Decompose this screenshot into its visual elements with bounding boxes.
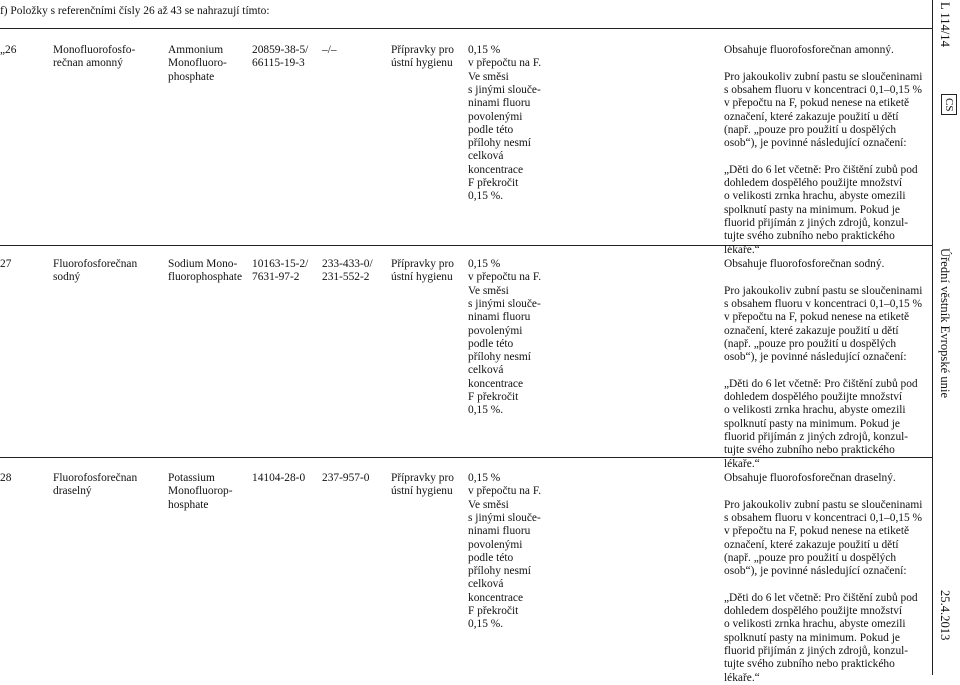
cell-cas-number: 7631-97-2 — [252, 271, 300, 284]
cell-product-type: Přípravky pro — [391, 472, 454, 484]
cell-max-concentration: povolenými — [468, 538, 523, 551]
cell-max-concentration: přílohy nesmí — [468, 351, 531, 364]
cell-warnings: (např. „pouze pro použití u dospělých — [724, 123, 897, 136]
cell-product-type: Přípravky pro — [391, 258, 454, 270]
cell-max-concentration: podle této — [468, 551, 514, 564]
cell-product-type: ústní hygienu — [391, 271, 453, 284]
cell-warnings: dohledem dospělého použijte množství — [724, 605, 903, 617]
cell-max-concentration: ninami fluoru — [468, 97, 531, 110]
cell-warnings: v přepočtu na F, pokud nenese na etiketě — [724, 311, 910, 324]
cell-cas-number: 20859-38-5/ — [252, 44, 309, 56]
cell-warnings: lékaře.“ — [724, 671, 760, 684]
cell-inci-name: Potassium — [168, 472, 215, 484]
cell-number: „26 — [0, 44, 17, 56]
publication-date: 25.4.2013 — [938, 590, 952, 641]
cell-max-concentration: 0,15 % — [468, 44, 501, 56]
cell-warnings: s obsahem fluoru v koncentraci 0,1–0,15 % — [724, 297, 923, 310]
cell-inci-name: fluorophosphate — [168, 271, 243, 284]
cell-warnings: osob“), je povinné následující označení: — [724, 137, 907, 150]
cell-warnings: označení, které zakazuje použití u dětí — [724, 324, 899, 337]
cell-warnings: tujte svého zubního nebo praktického — [724, 658, 895, 671]
margin-rule — [932, 0, 933, 675]
cell-substance-name: rečnan amonný — [53, 57, 123, 70]
cell-max-concentration: celková — [468, 150, 504, 163]
cell-max-concentration: ninami fluoru — [468, 311, 531, 324]
cell-warnings: tujte svého zubního nebo praktického — [724, 230, 895, 243]
cell-max-concentration: koncentrace — [468, 377, 524, 390]
cell-inci-name: Ammonium — [168, 44, 224, 56]
top-rule — [0, 28, 932, 29]
cell-warnings: o velikosti zrnka hrachu, abyste omezili — [724, 190, 906, 203]
cell-substance-name: Fluorofosforečnan — [53, 258, 138, 270]
cell-warnings: Obsahuje fluorofosforečnan draselný. — [724, 472, 896, 484]
cell-max-concentration: F překročit — [468, 391, 519, 403]
cell-max-concentration: Ve směsi — [468, 498, 509, 511]
cell-number: 28 — [0, 472, 12, 484]
cell-warnings: tujte svého zubního nebo praktického — [724, 444, 895, 457]
cell-warnings: s obsahem fluoru v koncentraci 0,1–0,15 % — [724, 83, 923, 96]
cell-max-concentration: Ve směsi — [468, 70, 509, 83]
cell-max-concentration: celková — [468, 364, 504, 377]
cell-max-concentration: koncentrace — [468, 591, 524, 604]
cell-warnings: dohledem dospělého použijte množství — [724, 391, 903, 403]
cell-warnings: „Děti do 6 let včetně: Pro čištění zubů pod — [724, 377, 918, 390]
cell-ec-number: –/– — [322, 44, 337, 56]
cell-cas-number: 14104-28-0 — [252, 472, 306, 484]
cell-max-concentration: v přepočtu na F. — [468, 271, 542, 284]
cell-warnings: „Děti do 6 let včetně: Pro čištění zubů pod — [724, 163, 918, 176]
cell-product-type: Přípravky pro — [391, 44, 454, 56]
cell-max-concentration: F překročit — [468, 605, 519, 617]
cell-warnings: spolknutí pasty na minimum. Pokud je — [724, 203, 900, 216]
cell-inci-name: hosphate — [168, 498, 209, 511]
cell-ec-number: 231-552-2 — [322, 271, 370, 284]
cell-inci-name: phosphate — [168, 70, 215, 83]
cell-warnings: Pro jakoukoliv zubní pastu se sloučeninami — [724, 70, 923, 83]
cell-warnings: Pro jakoukoliv zubní pastu se sloučeninami — [724, 498, 923, 511]
cell-max-concentration: přílohy nesmí — [468, 565, 531, 578]
cell-warnings: o velikosti zrnka hrachu, abyste omezili — [724, 618, 906, 631]
journal-title: Úřední věstník Evropské unie — [938, 248, 952, 399]
cell-max-concentration: celková — [468, 578, 504, 591]
cell-substance-name: draselný — [53, 485, 92, 498]
cell-warnings: v přepočtu na F, pokud nenese na etiketě — [724, 525, 910, 538]
cell-warnings: lékaře.“ — [724, 243, 760, 256]
cell-warnings: o velikosti zrnka hrachu, abyste omezili — [724, 404, 906, 417]
cell-max-concentration: 0,15 %. — [468, 618, 504, 631]
cell-max-concentration: povolenými — [468, 324, 523, 337]
cell-max-concentration: povolenými — [468, 110, 523, 123]
cell-max-concentration: ninami fluoru — [468, 525, 531, 538]
cell-max-concentration: 0,15 % — [468, 258, 501, 270]
cell-max-concentration: koncentrace — [468, 163, 524, 176]
cell-warnings: v přepočtu na F, pokud nenese na etiketě — [724, 97, 910, 110]
cell-max-concentration: podle této — [468, 123, 514, 136]
cell-max-concentration: F překročit — [468, 177, 519, 189]
cell-substance-name: sodný — [53, 271, 81, 284]
cell-warnings: s obsahem fluoru v koncentraci 0,1–0,15 % — [724, 511, 923, 524]
cell-warnings: (např. „pouze pro použití u dospělých — [724, 551, 897, 564]
cell-warnings: (např. „pouze pro použití u dospělých — [724, 337, 897, 350]
cell-warnings: osob“), je povinné následující označení: — [724, 565, 907, 578]
cell-product-type: ústní hygienu — [391, 57, 453, 70]
cell-cas-number: 10163-15-2/ — [252, 258, 309, 270]
cell-inci-name: Monofluorop- — [168, 485, 233, 498]
cell-max-concentration: s jinými slouče- — [468, 511, 541, 524]
row-divider — [0, 245, 932, 246]
page-reference: L 114/14 — [938, 2, 952, 47]
cell-max-concentration: v přepočtu na F. — [468, 485, 542, 498]
cell-substance-name: Monofluorofosfo- — [53, 44, 136, 56]
cell-warnings: „Děti do 6 let včetně: Pro čištění zubů pod — [724, 591, 918, 604]
cell-warnings: označení, které zakazuje použití u dětí — [724, 110, 899, 123]
cell-max-concentration: Ve směsi — [468, 284, 509, 297]
cell-number: 27 — [0, 258, 12, 270]
section-heading: f) Položky s referenčními čísly 26 až 43 se nahrazují tímto: — [0, 5, 270, 17]
cell-max-concentration: v přepočtu na F. — [468, 57, 542, 70]
cell-product-type: ústní hygienu — [391, 485, 453, 498]
cell-max-concentration: 0,15 %. — [468, 404, 504, 417]
cell-warnings: Obsahuje fluorofosforečnan sodný. — [724, 258, 885, 270]
cell-ec-number: 233-433-0/ — [322, 258, 373, 270]
cell-ec-number: 237-957-0 — [322, 472, 370, 484]
cell-warnings: označení, které zakazuje použití u dětí — [724, 538, 899, 551]
cell-warnings: spolknutí pasty na minimum. Pokud je — [724, 631, 900, 644]
cell-warnings: fluorid přijímán z jiných zdrojů, konzul- — [724, 430, 909, 443]
cell-warnings: Obsahuje fluorofosforečnan amonný. — [724, 44, 894, 56]
cell-warnings: osob“), je povinné následující označení: — [724, 351, 907, 364]
cell-warnings: lékaře.“ — [724, 457, 760, 470]
cell-max-concentration: 0,15 % — [468, 472, 501, 484]
language-code: CS — [941, 94, 957, 115]
cell-inci-name: Sodium Mono- — [168, 258, 238, 270]
cell-max-concentration: přílohy nesmí — [468, 137, 531, 150]
cell-cas-number: 66115-19-3 — [252, 57, 305, 70]
cell-max-concentration: s jinými slouče- — [468, 83, 541, 96]
cell-warnings: fluorid přijímán z jiných zdrojů, konzul- — [724, 216, 909, 229]
cell-max-concentration: podle této — [468, 337, 514, 350]
cell-max-concentration: 0,15 %. — [468, 190, 504, 203]
cell-inci-name: Monofluoro- — [168, 57, 227, 70]
cell-warnings: dohledem dospělého použijte množství — [724, 177, 903, 189]
cell-warnings: fluorid přijímán z jiných zdrojů, konzul- — [724, 644, 909, 657]
cell-max-concentration: s jinými slouče- — [468, 297, 541, 310]
cell-warnings: spolknutí pasty na minimum. Pokud je — [724, 417, 900, 430]
cell-substance-name: Fluorofosforečnan — [53, 472, 138, 484]
cell-warnings: Pro jakoukoliv zubní pastu se sloučeninami — [724, 284, 923, 297]
